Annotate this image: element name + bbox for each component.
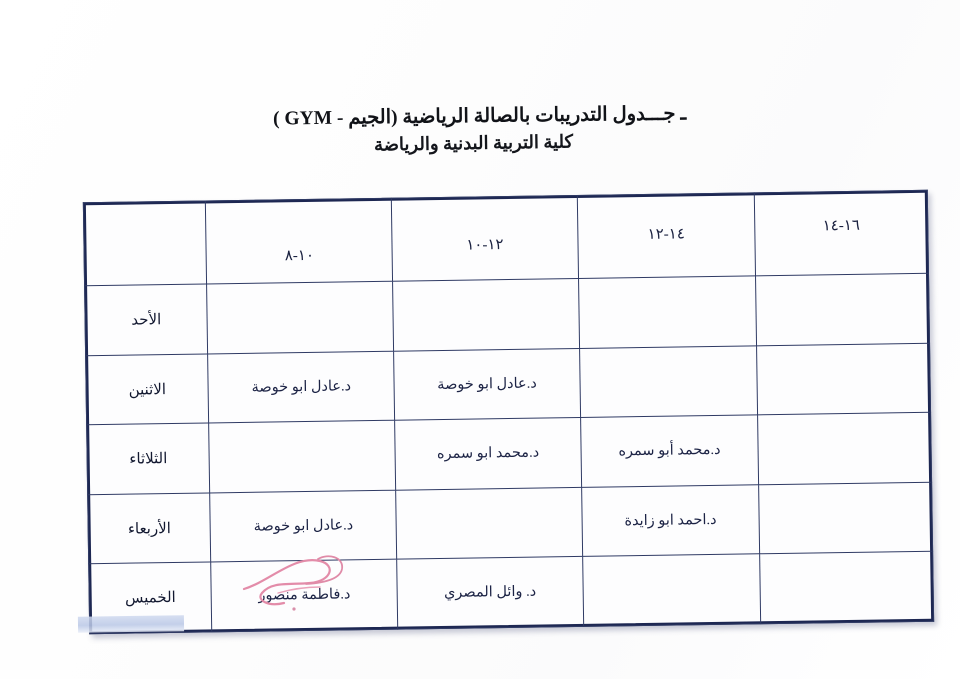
table-row bbox=[85, 273, 930, 355]
table-header-row bbox=[83, 190, 928, 286]
day-label-thursday: الخميس bbox=[89, 562, 212, 633]
day-label-wednesday: الأربعاء bbox=[88, 493, 211, 564]
cell-monday-16-14 bbox=[757, 343, 931, 415]
cell-wednesday-16-14 bbox=[759, 482, 933, 554]
day-label-sunday: الأحد bbox=[85, 284, 208, 355]
cell-wednesday-10-8: د.عادل ابو خوصة bbox=[210, 490, 397, 562]
time-header-12-10: ١٢-١٠ bbox=[391, 195, 578, 281]
schedule-table-wrapper bbox=[83, 190, 934, 634]
page-title: ـ جـــدول التدريبات بالصالة الرياضية (الجيم - GYM ) bbox=[273, 103, 687, 130]
cell-thursday-16-14 bbox=[760, 552, 934, 624]
cell-thursday-14-12 bbox=[582, 554, 760, 626]
cell-wednesday-12-10 bbox=[396, 487, 583, 559]
cell-thursday-12-10: د. وائل المصري bbox=[397, 557, 584, 629]
cell-monday-14-12 bbox=[579, 346, 757, 418]
cell-tuesday-12-10: د.محمد ابو سمره bbox=[395, 418, 582, 490]
cell-tuesday-14-12: د.محمد أبو سمره bbox=[580, 415, 758, 487]
time-header-16-14: ١٦-١٤ bbox=[754, 190, 928, 276]
schedule-table bbox=[83, 190, 934, 634]
table-row bbox=[88, 482, 933, 564]
day-label-tuesday: الثلاثاء bbox=[87, 423, 210, 494]
cell-monday-10-8: د.عادل ابو خوصة bbox=[208, 351, 395, 423]
day-column-header bbox=[83, 201, 207, 286]
cell-monday-12-10: د.عادل ابو خوصة bbox=[394, 348, 581, 420]
document-title-block bbox=[0, 104, 960, 154]
table-row bbox=[89, 552, 934, 634]
time-header-10-8: ١٠-٨ bbox=[206, 198, 393, 284]
page-subtitle: كلية التربية البدنية والرياضة bbox=[374, 131, 574, 155]
cell-tuesday-10-8 bbox=[209, 421, 396, 493]
day-label-monday: الاثنين bbox=[86, 354, 209, 425]
table-row bbox=[87, 413, 932, 495]
time-header-14-12: ١٤-١٢ bbox=[577, 193, 755, 279]
cell-sunday-14-12 bbox=[578, 276, 756, 348]
cell-sunday-12-10 bbox=[393, 279, 580, 351]
cell-thursday-10-8: د.فاطمة منصور bbox=[211, 560, 398, 632]
cell-tuesday-16-14 bbox=[758, 413, 932, 485]
cell-wednesday-14-12: د.احمد ابو زايدة bbox=[581, 485, 759, 557]
table-row bbox=[86, 343, 931, 425]
scan-artifact-bar bbox=[78, 615, 184, 632]
cell-sunday-16-14 bbox=[755, 273, 929, 345]
cell-sunday-10-8 bbox=[207, 281, 394, 353]
